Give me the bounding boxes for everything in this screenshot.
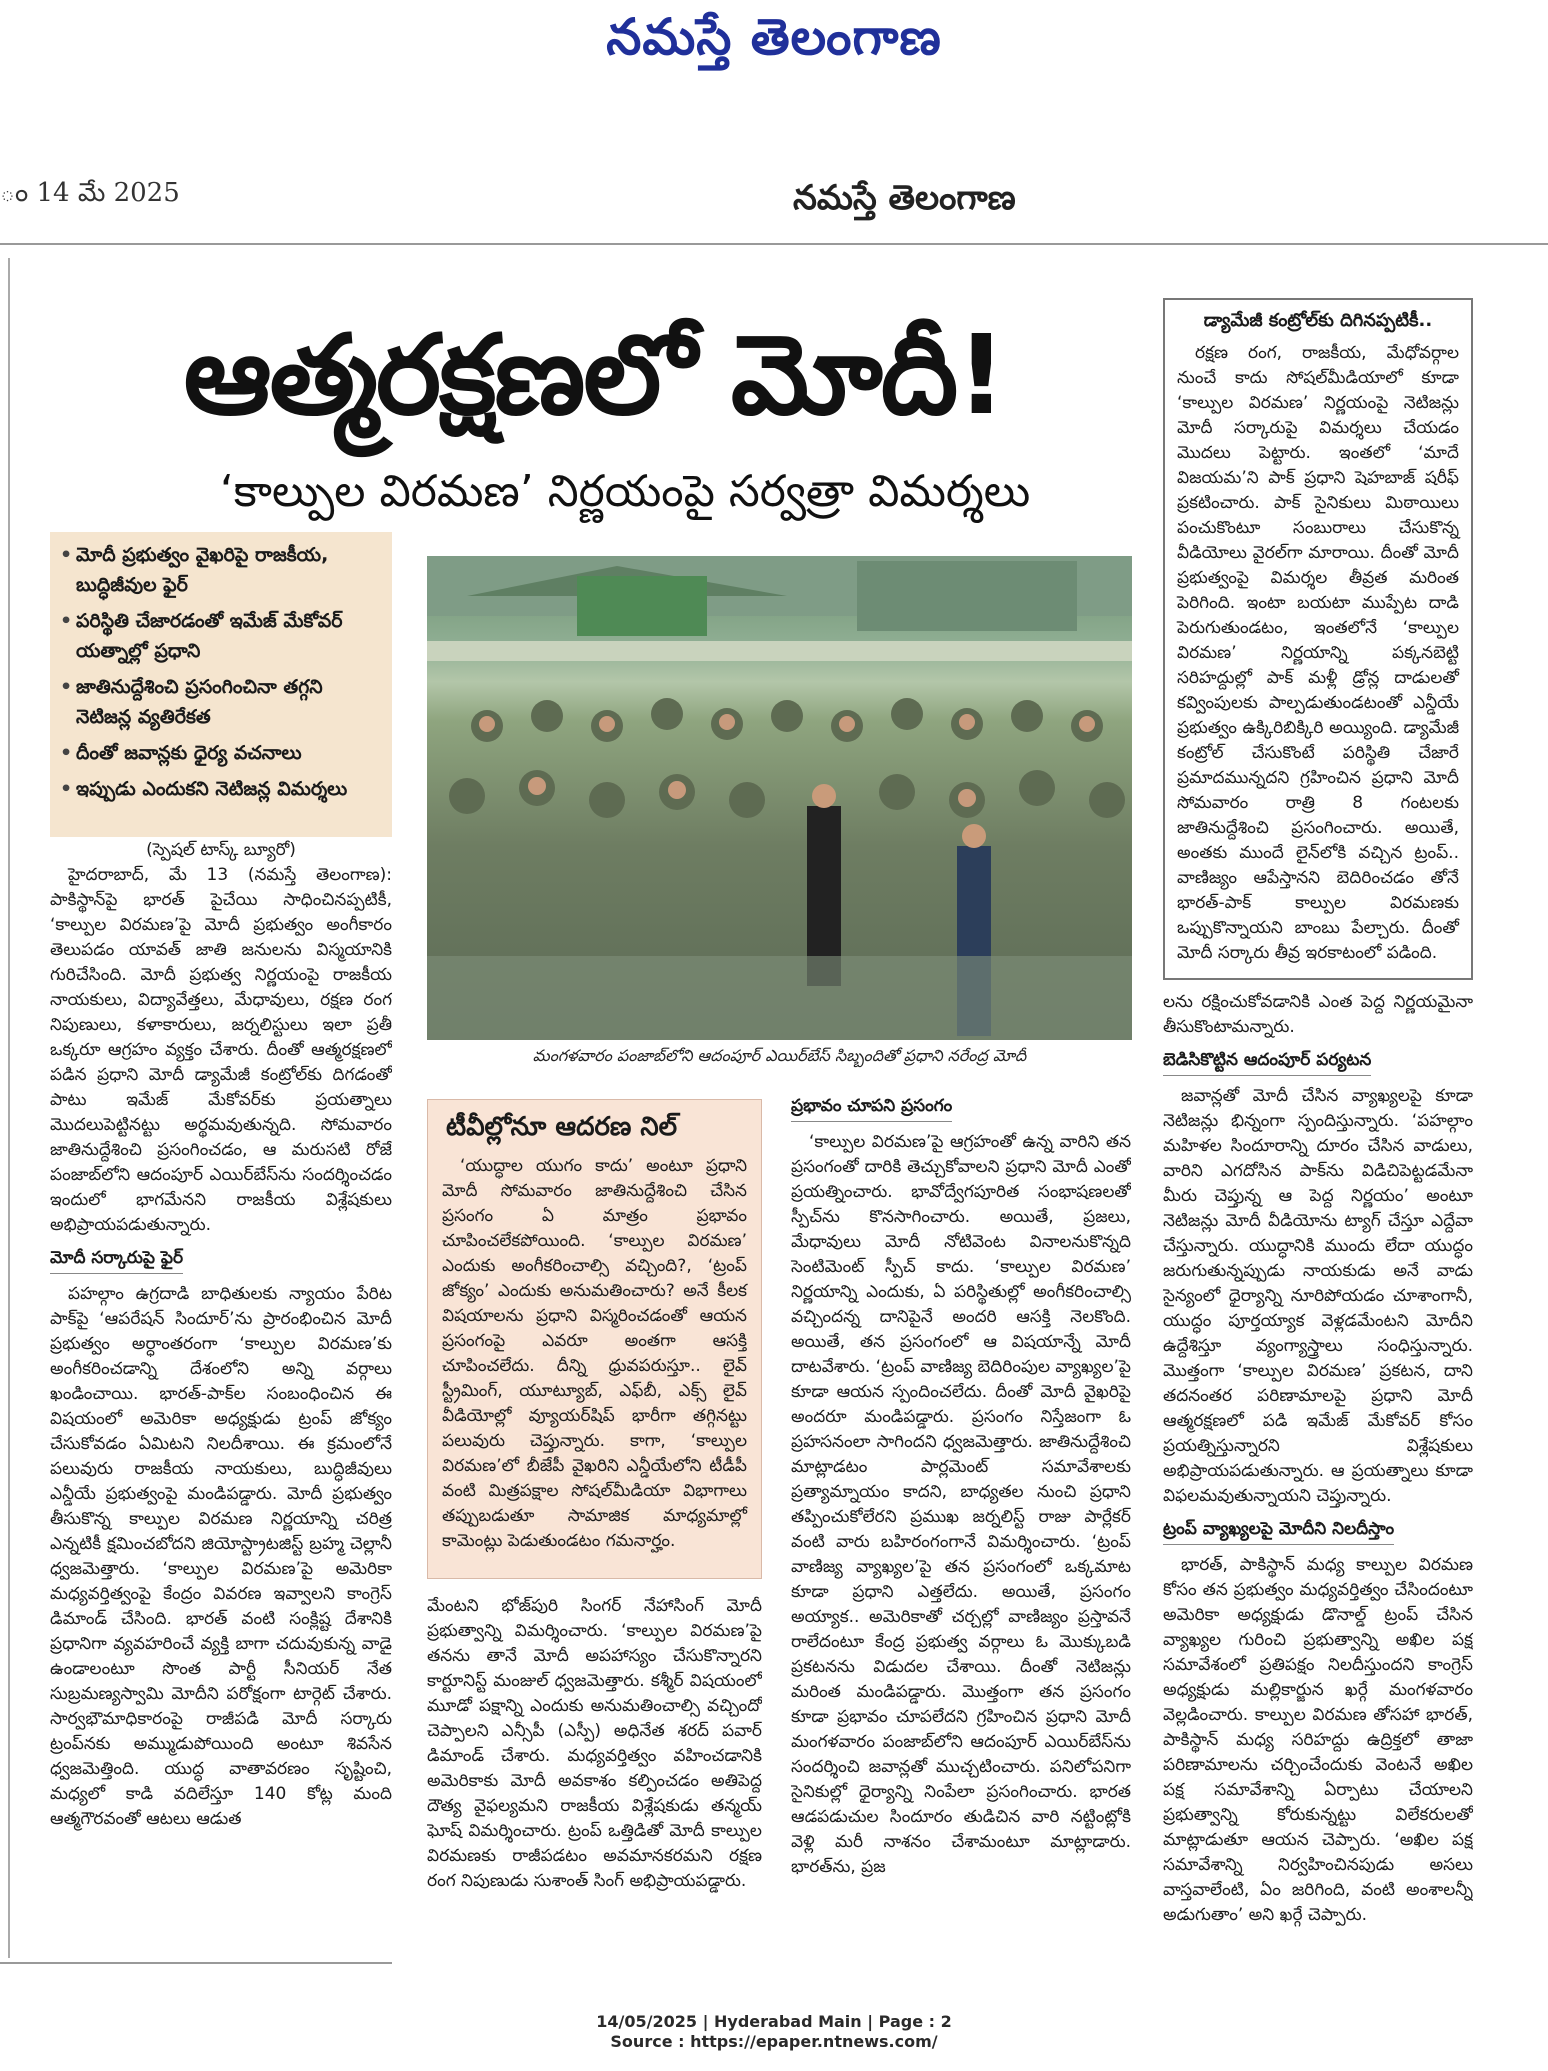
tv-box-text: ‘యుద్ధాల యుగం కాదు’ అంటూ ప్రధాని మోదీ సోమవారం జాతినుద్దేశించి చేసిన ప్రసంగం ఏ మాత్రం ప్రభావం చూపించలేకపోయింది. ‘కాల్పుల విరమణ’ ఎందుకు అంగీకరించాల్సి వచ్చింది?, ‘ట్రంప్ జోక్యం’ ఎందుకు అనుమతించారు? అనే కీలక విషయాలను ప్రధాని విస్మరించడంతో ఆయన ప్రసంగంపై ఎవరూ అంతగా ఆసక్తి చూపించలేదు. దీన్ని ధ్రువపరుస్తూ.. లైవ్ స్ట్రీమింగ్, యూట్యూబ్, ఎఫ్‌బీ, ఎక్స్ లైవ్ వీడియోల్లో వ్యూయర్‌షిప్ భారీగా తగ్గినట్టు పలువురు చెప్తున్నారు. కాగా, ‘కాల్పుల విరమణ’లో బీజేపీ వైఖరిని ఎన్డీయేలోని టీడీపీ వంటి మిత్రపక్షాల సోషల్‌మీడియా విభాగాలు తప్పుబడుతూ సామాజిక మాధ్యమాల్లో కామెంట్లు పెడుతుండటం గమనార్హం. bbox=[442, 1156, 747, 1551]
article-paragraph: జవాన్లతో మోదీ చేసిన వ్యాఖ్యలపై కూడా నెటిజన్లు భిన్నంగా స్పందిస్తున్నారు. ‘పహల్గాం మహిళల సిందూరాన్ని దూరం చేసిన వాడులు, వారిని ఎగదోసిన పాక్‌ను విడిచిపెట్టడమేనా మీరు చెప్తున్న ఆ పెద్ద నిర్ణయం’ అంటూ నెటిజన్లు మోదీ వీడియోను ట్యాగ్ చేస్తూ ఎద్దేవా చేస్తున్నారు. యుద్ధానికి ముందు లేదా యుద్ధం జరుగుతున్నప్పుడు నాయకుడు అనే వాడు సైన్యంలో ధైర్యాన్ని నూరిపోయడం చూశాంగానీ, యుద్ధం పూర్తయ్యాక వెళ్లడమేంటని మోదీని ఉద్దేశిస్తూ వ్యంగ్యాస్త్రాలు సంధిస్తున్నారు. మొత్తంగా ‘కాల్పుల విరమణ’ ప్రకటన, దాని తదనంతర పరిణామాలపై ప్రధాని మోదీ ఆత్మరక్షణలో పడి ఇమేజ్ మేకోవర్ కోసం ప్రయత్నిస్తున్నారని విశ్లేషకులు అభిప్రాయపడుతున్నారు. ఆ ప్రయత్నాలు కూడా విఫలమవుతున్నాయని చెప్తున్నారు. bbox=[1163, 1086, 1473, 1506]
damage-control-heading: డ్యామేజీ కంట్రోల్‌కు దిగినప్పటికీ.. bbox=[1203, 310, 1433, 331]
page-footer bbox=[0, 2012, 1548, 2052]
footer-date-edition: 14/05/2025 | Hyderabad Main | Page : 2 bbox=[596, 2012, 952, 2031]
section-subheading: మోదీ సర్కారుపై ఫైర్ bbox=[50, 1246, 183, 1274]
article-paragraph: పహల్గాం ఉగ్రదాడి బాధితులకు న్యాయం పేరిట పాక్‌పై ‘ఆపరేషన్ సిందూర్’ను ప్రారంభించిన మోదీ ప్రభుత్వం అర్ధాంతరంగా ‘కాల్పుల విరమణ’కు అంగీకరించడాన్ని దేశంలోని అన్ని వర్గాలు ఖండించాయి. భారత్-పాక్‌ల సంబంధించిన ఈ విషయంలో అమెరికా అధ్యక్షుడు ట్రంప్ జోక్యం చేసుకోవడం ఏమిటని నిలదీశాయి. ఈ క్రమంలోనే పలువురు రాజకీయ నాయకులు, బుద్ధిజీవులు ఎన్డీయే ప్రభుత్వంపై మండిపడ్డారు. మోదీ ప్రభుత్వం తీసుకొన్న కాల్పుల విరమణ నిర్ణయాన్ని చరిత్ర ఎన్నటికీ క్షమించబోదని జియోస్ట్రాటజిస్ట్ బ్రహ్మ చెల్లానీ ధ్వజమెత్తారు. ‘కాల్పుల విరమణ’పై అమెరికా మధ్యవర్తిత్వంపై కేంద్రం వివరణ ఇవ్వాలని కాంగ్రెస్ డిమాండ్ చేసింది. భారత్ వంటి సంక్లిష్ట దేశానికి ప్రధానిగా వ్యవహరించే వ్యక్తి బాగా చదువుకున్న వాడై ఉండాలంటూ సొంత పార్టీ సీనియర్ నేత సుబ్రమణ్యస్వామి మోదీని పరోక్షంగా టార్గెట్ చేశారు. సార్వభౌమాధికారంపై రాజీపడి మోదీ సర్కారు ట్రంప్‌నకు అమ్ముడుపోయింది అంటూ శివసేన ధ్వజమెత్తింది. యుద్ధ వాతావరణం సృష్టించి, మధ్యలో కాడి వదిలేస్తూ 140 కోట్ల మంది ఆత్మగౌరవంతో ఆటలు ఆడుత bbox=[50, 1284, 392, 1829]
highlight-item: • ఇప్పుడు ఎందుకని నెటిజన్ల విమర్శలు bbox=[60, 778, 348, 800]
column-4 bbox=[1163, 990, 1473, 1958]
section-subheading: బెడిసికొట్టిన ఆదంపూర్ పర్యటన bbox=[1163, 1048, 1371, 1076]
article-paragraph: హైదరాబాద్, మే 13 (నమస్తే తెలంగాణ): పాకిస్థాన్‌పై భారత్ పైచేయి సాధించినప్పటికీ, ‘కాల్పుల విరమణ’పై మోదీ ప్రభుత్వం అంగీకారం తెలుపడం యావత్ జాతి జనులను విస్మయానికి గురిచేసింది. మోదీ ప్రభుత్వ నిర్ణయంపై రాజకీయ నాయకులు, విద్యావేత్తలు, మేధావులు, రక్షణ రంగ నిపుణులు, కళాకారులు, జర్నలిస్టులు ఇలా ప్రతీ ఒక్కరూ ఆగ్రహం వ్యక్తం చేశారు. దీంతో ఆత్మరక్షణలో పడిన ప్రధాని మోదీ డ్యామేజీ కంట్రోల్‌కు దిగడంతో పాటు ఇమేజ్ మేకోవర్‌కు ప్రయత్నాలు మొదలుపెట్టినట్టు అర్థమవుతున్నది. సోమవారం జాతినుద్దేశించి ప్రసంగించడం, ఆ మరుసటి రోజే పంజాబ్‌లోని ఆదంపూర్ ఎయిర్‌బేస్‌ను సందర్శించడం ఇందులో భాగమేనని రాజకీయ విశ్లేషకులు అభిప్రాయపడుతున్నారు. bbox=[50, 865, 392, 1235]
byline: (స్పెషల్ టాస్క్ బ్యూరో) bbox=[146, 840, 296, 860]
highlights-box bbox=[50, 532, 392, 837]
headline: ఆత్మరక్షణలో మోదీ! bbox=[183, 311, 1005, 439]
tv-box bbox=[427, 1099, 762, 1579]
column-1 bbox=[50, 838, 392, 1958]
bottom-divider bbox=[0, 1962, 392, 1964]
column-3 bbox=[791, 1094, 1131, 1958]
section-subheading: ప్రభావం చూపని ప్రసంగం bbox=[791, 1094, 952, 1122]
tv-box-heading: టీవీల్లోనూ ఆదరణ నిల్ bbox=[446, 1112, 678, 1142]
highlight-item: • దీంతో జవాన్లకు ధైర్య వచనాలు bbox=[60, 742, 302, 764]
highlight-item: • పరిస్థితి చేజారడంతో ఇమేజ్ మేకోవర్ యత్నాల్లో ప్రధాని bbox=[60, 610, 343, 662]
damage-control-text: రక్షణ రంగ, రాజకీయ, మేధోవర్గాల నుంచే కాదు సోషల్‌మీడియాలో కూడా ‘కాల్పుల విరమణ’ నిర్ణయంపై నెటిజన్లు మోదీ సర్కారుపై విమర్శలు చేయడం మొదలు పెట్టారు. ఇంతలో ‘మాదే విజయమ’ని పాక్ ప్రధాని షెహబాజ్ షరీఫ్ ప్రకటించారు. పాక్ సైనికులు మిఠాయిలు పంచుకొంటూ సంబురాలు చేసుకొన్న వీడియోలు వైరల్‌గా మారాయి. దీంతో మోదీ ప్రభుత్వంపై విమర్శల తీవ్రత మరింత పెరిగింది. ఇంటా బయటా ముప్పేట దాడి పెరుగుతుండటం, ఇంతలోనే ‘కాల్పుల విరమణ’ నిర్ణయాన్ని పక్కనబెట్టి సరిహద్దుల్లో పాక్ మళ్లీ డ్రోన్ల దాడులతో కవ్వింపులకు పాల్పడుతుండటంతో ఎన్డీయే ప్రభుత్వం ఉక్కిరిబిక్కిరి అయ్యింది. డ్యామేజీ కంట్రోల్ చేసుకొంటే పరిస్థితి చేజారే ప్రమాదమున్నదని గ్రహించిన ప్రధాని మోదీ సోమవారం రాత్రి 8 గంటలకు జాతినుద్దేశించి ప్రసంగించారు. అయితే, అంతకు ముందే లైన్‌లోకి వచ్చిన ట్రంప్.. వాణిజ్యం ఆపేస్తానని బెదిరించడం తోనే భారత్-పాక్ కాల్పుల విరమణకు ఒప్పుకొన్నాయని బాంబు పేల్చారు. దీంతో మోదీ సర్కారు తీవ్ర ఇరకాటంలో పడింది. bbox=[1177, 343, 1459, 963]
photo-illustration bbox=[427, 556, 1132, 1040]
highlight-item: • మోదీ ప్రభుత్వం వైఖరిపై రాజకీయ, బుద్ధిజీవుల ఫైర్ bbox=[60, 544, 329, 596]
top-divider bbox=[0, 243, 1548, 245]
photo-caption: మంగళవారం పంజాబ్‌లోని ఆదంపూర్ ఎయిర్‌బేస్ సిబ్బందితో ప్రధాని నరేంద్ర మోదీ bbox=[532, 1046, 1027, 1065]
footer-source: Source : https://epaper.ntnews.com/ bbox=[610, 2032, 938, 2051]
left-edge-rule bbox=[8, 258, 10, 1958]
subheadline: ‘కాల్పుల విరమణ’ నిర్ణయంపై సర్వత్రా విమర్శలు bbox=[219, 466, 1031, 517]
news-photo bbox=[427, 556, 1132, 1040]
article-paragraph: మేంటని భోజ్‌పురి సింగర్ నేహాసింగ్ మోదీ ప్రభుత్వాన్ని విమర్శించారు. ‘కాల్పుల విరమణ’పై తనను తానే మోదీ అపహాస్యం చేసుకొన్నారని కార్టూనిస్ట్ మంజుల్ ధ్వజమెత్తారు. కశ్మీర్ విషయంలో మూడో పక్షాన్ని ఎందుకు అనుమతించాల్సి వచ్చిందో చెప్పాలని ఎన్సీపీ (ఎస్పీ) అధినేత శరద్ పవార్ డిమాండ్ చేశారు. మధ్యవర్తిత్వం వహించడానికి అమెరికాకు మోదీ అవకాశం కల్పించడం అతిపెద్ద దౌత్య వైఫల్యమని రాజకీయ విశ్లేషకుడు తన్మయ్ ఘోష్ విమర్శించారు. ట్రంప్ ఒత్తిడితో మోదీ కాల్పుల విరమణకు రాజీపడటం అవమానకరమని రక్షణ రంగ నిపుణుడు సుశాంత్ సింగ్ అభిప్రాయపడ్డారు. bbox=[427, 1596, 762, 1891]
article-paragraph: భారత్, పాకిస్థాన్ మధ్య కాల్పుల విరమణ కోసం తన ప్రభుత్వం మధ్యవర్తిత్వం చేసిందంటూ అమెరికా అధ్యక్షుడు డొనాల్డ్ ట్రంప్ చేసిన వ్యాఖ్యల గురించి ప్రభుత్వాన్ని అఖిల పక్ష సమావేశంలో ప్రతిపక్షం నిలదీస్తుందని కాంగ్రెస్ అధ్యక్షుడు మల్లికార్జున ఖర్గే మంగళవారం వెల్లడించారు. కాల్పుల విరమణ తోసహా భారత్, పాకిస్థాన్ మధ్య సరిహద్దు ఉద్రిక్తలో తాజా పరిణామాలను చర్చించేందుకు వెంటనే అఖిల పక్ష సమావేశాన్ని ఏర్పాటు చేయాలని ప్రభుత్వాన్ని కోరుకున్నట్టు విలేకరులతో మాట్లాడుతూ ఆయన చెప్పారు. ‘అఖిల పక్ష సమావేశాన్ని నిర్వహించినపుడు అసలు వాస్తవాలేంటి, ఏం జరిగింది, వంటి అంశాలన్నీ అడుగుతాం’ అని ఖర్గే చెప్పారు. bbox=[1163, 1555, 1473, 1925]
article-paragraph: ‘కాల్పుల విరమణ’పై ఆగ్రహంతో ఉన్న వారిని తన ప్రసంగంతో దారికి తెచ్చుకోవాలని ప్రధాని మోదీ ఎంతో ప్రయత్నించారు. భావోద్వేగపూరిత సంభాషణలతో స్పీచ్‌ను కొనసాగించారు. అయితే, ప్రజలు, మేధావులు మోదీ నోటివెంట వినాలనుకొన్నది సెంటిమెంట్ స్పీచ్ కాదు. ‘కాల్పుల విరమణ’ నిర్ణయాన్ని ఎందుకు, ఏ పరిస్థితుల్లో అంగీకరించాల్సి వచ్చిందన్న దానిపైనే అందరి ఆసక్తి నెలకొంది. అయితే, తన ప్రసంగంలో ఆ విషయాన్నే మోదీ దాటవేశారు. ‘ట్రంప్ వాణిజ్య బెదిరింపుల వ్యాఖ్యల’పై కూడా ఆయన స్పందించలేదు. దీంతో మోదీ వైఖరిపై అందరూ మండిపడ్డారు. ప్రసంగం నిస్తేజంగా ఓ ప్రహసనంలా సాగిందని ధ్వజమెత్తారు. జాతినుద్దేశించి మాట్లాడటం పార్లమెంట్ సమావేశాలకు ప్రత్యామ్నాయం కాదని, బాధ్యతల నుంచి ప్రధాని తప్పించుకోలేరని ప్రముఖ జర్నలిస్ట్ రాజు పార్లేకర్ వంటి వారు బహిరంగంగానే విమర్శించారు. ‘ట్రంప్ వాణిజ్య వ్యాఖ్యల’పై తన ప్రసంగంలో ఒక్కమాట కూడా ప్రధాని ఎత్తలేదు. అయితే, ప్రసంగం అయ్యాక.. అమెరికాతో చర్చల్లో వాణిజ్యం ప్రస్తావనే రాలేదంటూ కేంద్ర ప్రభుత్వ వర్గాలు ఓ మొక్కుబడి ప్రకటనను విడుదల చేశాయి. దీంతో నెటిజన్లు మరింత మండిపడ్డారు. మొత్తంగా తన ప్రసంగం కూడా ప్రభావం చూపలేదని గ్రహించిన ప్రధాని మోదీ మంగళవారం పంజాబ్‌లోని ఆదంపూర్ ఎయిర్‌బేస్‌ను సందర్శించి జవాన్లతో ముచ్చటించారు. పనిలోపనిగా సైనికుల్లో ధైర్యాన్ని నింపేలా ప్రసంగించారు. భారత ఆడపడుచుల సిందూరం తుడిచిన వారి నట్టింట్లోకి వెళ్లి మరీ నాశనం చేశామంటూ మాట్లాడారు. భారత్‌ను, ప్రజ bbox=[791, 1132, 1131, 1877]
highlight-item: • జాతినుద్దేశించి ప్రసంగించినా తగ్గని నెటిజన్ల వ్యతిరేకత bbox=[60, 676, 323, 728]
damage-control-box bbox=[1163, 298, 1473, 980]
column-2-bottom bbox=[427, 1594, 762, 1958]
sub-masthead: నమస్తే తెలంగాణ bbox=[793, 178, 1016, 218]
section-subheading: ట్రంప్ వ్యాఖ్యలపై మోదీని నిలదీస్తాం bbox=[1163, 1517, 1394, 1545]
date-line: ం 14 మే 2025 bbox=[0, 178, 180, 208]
article-paragraph: లను రక్షించుకోవడానికి ఎంత పెద్ద నిర్ణయమైనా తీసుకొంటామన్నారు. bbox=[1163, 992, 1473, 1037]
masthead-logo: నమస్తే తెలంగాణ bbox=[606, 8, 942, 66]
